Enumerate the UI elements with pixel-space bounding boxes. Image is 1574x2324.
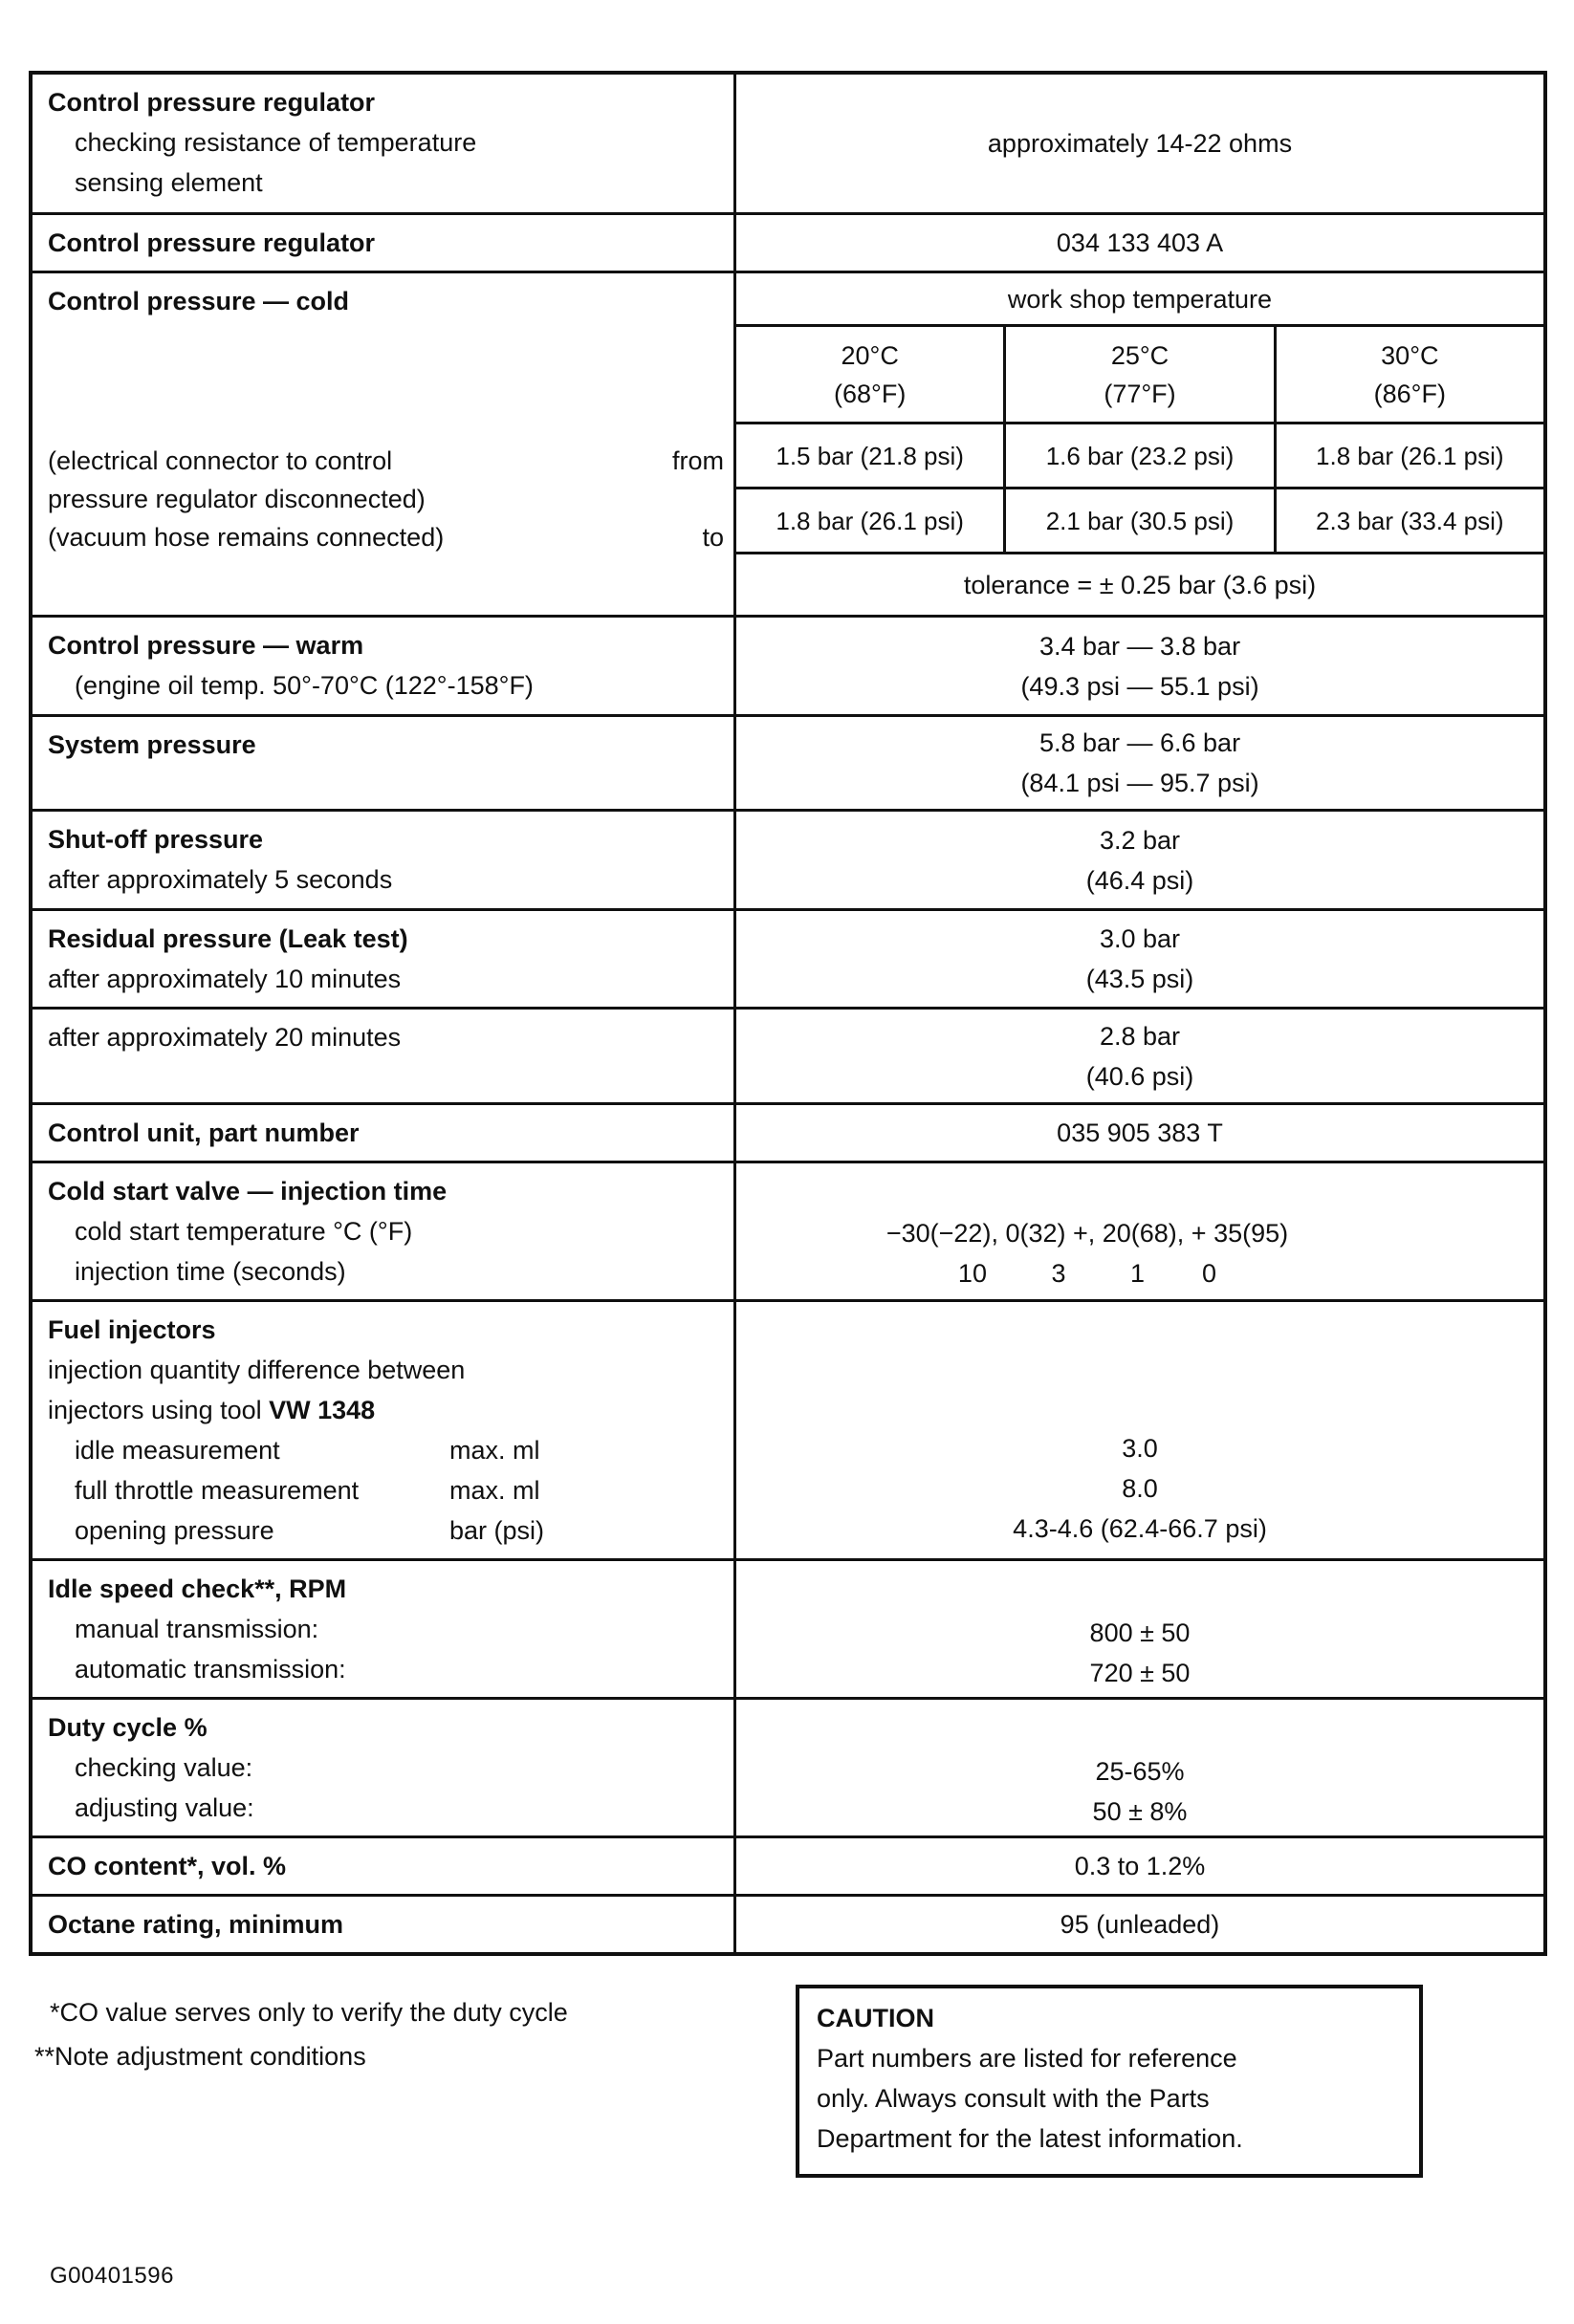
to-values-row (736, 489, 1543, 554)
measure-label: idle measurement (75, 1436, 280, 1465)
value-text: −30(−22), 0(32) +, 20(68), + 35(95) (885, 1219, 1289, 1248)
pressure-value: 1.8 bar (26.1 psi) (1316, 441, 1504, 470)
caution-box (796, 1985, 1423, 2178)
measure-line (48, 1470, 722, 1510)
measure-unit: bar (psi) (449, 1516, 545, 1545)
value-text: 720 ± 50 (1089, 1659, 1191, 1687)
row-system-pressure (33, 714, 1543, 809)
to-label: to (702, 523, 724, 552)
temperature-header-row (736, 327, 1543, 424)
pressure-value: 1.8 bar (26.1 psi) (736, 489, 1006, 552)
row-co-content (33, 1835, 1543, 1894)
row-title: CO content*, vol. % (48, 1852, 287, 1880)
duty-value-cell (736, 1700, 1543, 1835)
cpr-part-value-cell (736, 215, 1543, 271)
row-subline: checking value: (75, 1753, 253, 1782)
row-subline: (engine oil temp. 50°-70°C (122°-158°F) (75, 671, 534, 700)
row-subline: injection time (seconds) (75, 1257, 346, 1286)
row-residual-pressure-20min (33, 1007, 1543, 1102)
row-title: Idle speed check**, RPM (48, 1575, 347, 1603)
value-text: 50 ± 8% (1092, 1797, 1188, 1826)
pressure-value: 2.3 bar (33.4 psi) (1316, 506, 1504, 535)
row-label: after approximately 20 minutes (48, 1023, 402, 1052)
tolerance-row: tolerance = ± 0.25 bar (3.6 psi) (963, 570, 1317, 599)
value-text: 0.3 to 1.2% (1074, 1852, 1206, 1880)
control-unit-value-cell (736, 1105, 1543, 1161)
row-title: Shut-off pressure (48, 825, 264, 854)
cold-start-value-cell (736, 1163, 1543, 1299)
idle-value-cell (736, 1561, 1543, 1697)
shutoff-label-cell (33, 812, 736, 908)
spec-table (29, 71, 1547, 1956)
desc-text: injectors using tool (48, 1396, 270, 1424)
cold-notes (48, 442, 724, 556)
residual10-label-cell (33, 911, 736, 1007)
temp-f: (77°F) (1104, 379, 1176, 408)
value-text: 800 ± 50 (1089, 1618, 1191, 1647)
row-subline: cold start temperature °C (°F) (75, 1217, 413, 1246)
row-residual-pressure-10min (33, 908, 1543, 1007)
value-text: (43.5 psi) (1085, 965, 1194, 993)
footnote-adjustment: **Note adjustment conditions (34, 2042, 366, 2071)
duty-label-cell (33, 1700, 736, 1835)
temp-c: 30°C (1381, 340, 1439, 370)
row-shutoff-pressure (33, 809, 1543, 908)
temp-f: (68°F) (834, 379, 907, 408)
temp-f: (86°F) (1373, 379, 1446, 408)
cold-note-line (48, 442, 724, 480)
pressure-value: 1.6 bar (23.2 psi) (1006, 424, 1276, 487)
value-text: (46.4 psi) (1085, 865, 1194, 895)
caution-line: Department for the latest information. (817, 2124, 1243, 2153)
row-title: Control pressure — warm (48, 631, 364, 660)
row-title: Control unit, part number (48, 1119, 360, 1147)
temp-c: 20°C (841, 340, 899, 370)
measure-line (48, 1510, 722, 1551)
row-cpr-part-number (33, 212, 1543, 271)
value-text: 034 133 403 A (1056, 228, 1224, 257)
residual20-value-cell (736, 1010, 1543, 1102)
value-text: (84.1 psi — 95.7 psi) (1020, 769, 1259, 797)
row-desc (48, 1390, 722, 1430)
value-text: 4.3-4.6 (62.4-66.7 psi) (1013, 1514, 1267, 1543)
value-text: 3.0 (1122, 1434, 1158, 1463)
row-subline: automatic transmission: (75, 1655, 346, 1683)
temp-c: 25°C (1110, 340, 1170, 370)
row-subline: sensing element (75, 168, 263, 197)
co-value-cell (736, 1838, 1543, 1894)
from-values-row (736, 424, 1543, 489)
row-title: Duty cycle % (48, 1713, 208, 1742)
row-control-pressure-warm (33, 615, 1543, 714)
value-text: (49.3 psi — 55.1 psi) (1020, 671, 1259, 701)
measure-label: opening pressure (75, 1516, 274, 1545)
octane-value-cell (736, 1897, 1543, 1952)
row-title: System pressure (48, 730, 256, 759)
row-title: Fuel injectors (48, 1315, 216, 1344)
row-title: Control pressure regulator (48, 88, 376, 117)
row-subline: after approximately 10 minutes (48, 965, 402, 993)
value-text: (40.6 psi) (1085, 1061, 1194, 1091)
residual10-value-cell (736, 911, 1543, 1007)
value-text: 3.2 bar (1099, 825, 1181, 855)
cpr-part-label-cell (33, 215, 736, 271)
system-label-cell (33, 717, 736, 809)
note-text: pressure regulator disconnected) (48, 485, 426, 513)
cold-start-values (886, 1213, 1288, 1293)
value-text: 035 905 383 T (1057, 1119, 1223, 1147)
warm-label-cell (33, 618, 736, 714)
footnote-co: *CO value serves only to verify the duty cycle (50, 1998, 568, 2027)
row-control-unit-part-number (33, 1102, 1543, 1161)
row-title: Residual pressure (Leak test) (48, 924, 408, 953)
caution-title: CAUTION (817, 2004, 934, 2032)
caution-line: only. Always consult with the Parts (817, 2084, 1210, 2113)
row-duty-cycle (33, 1697, 1543, 1835)
cpr-resistance-label-cell (33, 75, 736, 212)
pressure-value: 2.1 bar (30.5 psi) (1006, 489, 1276, 552)
cold-note-line (48, 518, 724, 556)
row-desc: injection quantity difference between (48, 1356, 466, 1384)
warm-value-cell (736, 618, 1543, 714)
value-text: 95 (unleaded) (1060, 1910, 1220, 1939)
row-octane-rating (33, 1894, 1543, 1952)
row-subline: after approximately 5 seconds (48, 865, 393, 894)
co-label-cell (33, 1838, 736, 1894)
footnotes (34, 1990, 568, 2078)
workshop-temperature-header: work shop temperature (736, 273, 1543, 327)
tool-number: VW 1348 (269, 1396, 376, 1424)
from-label: from (672, 446, 724, 475)
value-text: 5.8 bar — 6.6 bar (1038, 728, 1241, 757)
shutoff-value-cell (736, 812, 1543, 908)
value-text: approximately 14-22 ohms (987, 129, 1293, 158)
value-text: 2.8 bar (1099, 1021, 1181, 1051)
note-text: (vacuum hose remains connected) (48, 523, 445, 552)
temp-column-header (736, 327, 1006, 422)
row-cpr-resistance (33, 75, 1543, 212)
cold-value-grid (736, 273, 1543, 615)
injectors-label-cell (33, 1302, 736, 1558)
row-subline: adjusting value: (75, 1793, 254, 1822)
value-text: 8.0 (1122, 1474, 1158, 1503)
injectors-value-cell (736, 1302, 1543, 1558)
measure-unit: max. ml (449, 1436, 540, 1465)
cpr-resistance-value-cell (736, 75, 1543, 212)
note-text: (electrical connector to control (48, 446, 393, 475)
cold-label-cell (33, 273, 736, 615)
residual20-label-cell (33, 1010, 736, 1102)
cold-note-line (48, 480, 724, 518)
value-text: 25-65% (1095, 1757, 1185, 1786)
control-unit-label-cell (33, 1105, 736, 1161)
temp-column-header (1006, 327, 1276, 422)
row-cold-start-valve (33, 1161, 1543, 1299)
value-text: 10 3 1 0 (957, 1259, 1217, 1288)
row-fuel-injectors (33, 1299, 1543, 1558)
row-title: Cold start valve — injection time (48, 1177, 448, 1205)
row-subline: manual transmission: (75, 1615, 319, 1643)
caution-line: Part numbers are listed for reference (817, 2044, 1237, 2073)
row-title: Control pressure regulator (48, 228, 376, 257)
measure-unit: max. ml (449, 1476, 540, 1505)
row-subline: checking resistance of temperature (75, 128, 477, 157)
system-value-cell (736, 717, 1543, 809)
row-idle-speed-check (33, 1558, 1543, 1697)
measure-line (48, 1430, 722, 1470)
temp-column-header (1277, 327, 1543, 422)
pressure-value: 1.5 bar (21.8 psi) (736, 424, 1006, 487)
figure-id: G00401596 (50, 2263, 174, 2289)
value-text: 3.0 bar (1099, 924, 1181, 953)
row-control-pressure-cold (33, 271, 1543, 615)
cold-start-label-cell (33, 1163, 736, 1299)
idle-label-cell (33, 1561, 736, 1697)
row-title: Control pressure — cold (48, 287, 350, 315)
row-title: Octane rating, minimum (48, 1910, 344, 1939)
value-text: 3.4 bar — 3.8 bar (1038, 631, 1241, 661)
octane-label-cell (33, 1897, 736, 1952)
measure-label: full throttle measurement (75, 1476, 360, 1505)
